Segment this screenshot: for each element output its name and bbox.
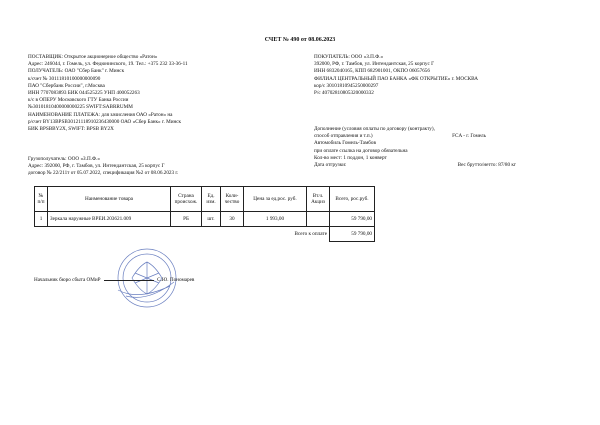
buyer-line-2: 392000, РФ, г. Тамбов, ул. Интендантская, 25 корпус Г xyxy=(314,61,435,68)
buyer-line-6: Р/с 40702810805320000332 xyxy=(314,89,374,96)
conditions-line-5: Кол-во мест: 1 поддон, 1 конверт xyxy=(314,154,387,161)
shipping-date-label: Дата отгрузки: xyxy=(314,161,347,168)
seller-line-8: №30101810400000000225 SWIFT:SABRRUMM xyxy=(28,104,133,111)
table-row xyxy=(35,212,375,227)
col-name-header: Наименование товара xyxy=(48,187,171,212)
col-country-header: Страна происхож. xyxy=(171,187,202,212)
seller-block xyxy=(28,54,188,133)
seller-line-5: ПАО "Сбербанк России", г.Москва xyxy=(28,82,105,89)
buyer-line-4: ФИЛИАЛ ЦЕНТРАЛЬНЫЙ ПАО БАНКА «ФК ОТКРЫТИЕ» г. МОСКВА xyxy=(314,75,479,82)
seller-line-2: Адрес: 246044, г. Гомель, ул. Федюнинского, 19. Тел.: +375 232 33-36-11 xyxy=(28,61,188,68)
total-row xyxy=(35,227,375,242)
shipping-method-label: способ отправления и т.п.) xyxy=(314,133,373,140)
conditions-line-3: Автомобиль Гомель-Тамбов xyxy=(314,140,376,147)
row-quantity: 30 xyxy=(221,212,244,227)
col-excise-header: Вт.ч. Акциз xyxy=(307,187,330,212)
signature-line xyxy=(34,277,194,284)
col-unit-header: Ед. изм. xyxy=(202,187,221,212)
conditions-line-4: при оплате ссылка на договор обязательна xyxy=(314,147,408,154)
buyer-block xyxy=(314,54,478,97)
consignee-block xyxy=(28,156,178,178)
col-total-header: Всего, рос.руб. xyxy=(330,187,375,212)
total-value: 59 790,00 xyxy=(330,227,375,242)
signer-name: С.Ю. Пономарев xyxy=(157,277,195,283)
row-product-name: Зеркала наружные ВРЕИ.203621.009 xyxy=(48,212,171,227)
row-country: РБ xyxy=(171,212,202,227)
buyer-line-3: ИНН 6832040165, КПП 682901001, ОКПО 06057656 xyxy=(314,68,430,75)
signer-position: Начальник бюро сбыта ОМиР xyxy=(34,277,101,283)
consignee-line-2: Адрес: 392000, РФ, г. Тамбов, ул. Интендантская, 25 корпус Г xyxy=(28,163,165,170)
row-unit: шт. xyxy=(202,212,221,227)
col-price-header: Цена за ед.рос. руб. xyxy=(244,187,307,212)
seller-line-4: к/счет № 30111810100000000090 xyxy=(28,75,101,82)
row-price: 1 993,00 xyxy=(244,212,307,227)
seller-line-1: ПОСТАВЩИК: Открытое акционерное общество «Ратон» xyxy=(28,54,158,60)
row-number: 1 xyxy=(35,212,48,227)
buyer-line-5: кор/с 30101810945250000297 xyxy=(314,82,379,89)
invoice-title: СЧЕТ № 490 от 08.06.2023 xyxy=(264,37,336,43)
col-number-header: № п/п xyxy=(35,187,48,212)
seller-line-11: БИК BPSBBY2X, SWIFT: BPSB BY2X xyxy=(28,125,114,132)
signature-field xyxy=(104,280,154,281)
conditions-block xyxy=(314,126,514,169)
incoterms: FCA - г. Гомель xyxy=(452,133,486,140)
seller-line-7: к/с в ОПЕРУ Московского ГТУ Банка России xyxy=(28,97,129,104)
buyer-line-1: ПОКУПАТЕЛЬ: ООО «З.П.Ф.» xyxy=(314,54,384,60)
row-total: 59 790,00 xyxy=(330,212,375,227)
total-label: Всего к оплате xyxy=(294,230,327,237)
seller-line-10: р/счет BY13BPSB30121118910236430000 ОАО «Сбер Банк» г. Минск xyxy=(28,118,182,125)
conditions-line-1: Дополнение (условия оплаты по договору (контракту), xyxy=(314,126,435,132)
col-qty-header: Коли-чество xyxy=(221,187,244,212)
row-excise xyxy=(307,212,330,227)
conditions-line-6 xyxy=(314,162,514,169)
items-table xyxy=(34,186,375,242)
table-header-row xyxy=(35,187,375,212)
weight: Вес брутто/нетто: 87/80 кг xyxy=(457,161,516,168)
seller-line-6: ИНН 7707083893 БИК 044525225 УНП 400052263 xyxy=(28,89,140,96)
consignee-line-1: Грузополучатель: ООО «З.П.Ф.» xyxy=(28,156,100,162)
consignee-line-3: договор № 22/211т от 05.07.2022, спецификация №2 от 08.06.2023 г. xyxy=(28,170,179,177)
seller-line-3: ПОЛУЧАТЕЛЬ: ОАО "Сбер Банк" г. Минск xyxy=(28,68,125,75)
seller-line-9: НАИМЕНОВАНИЕ ПЛАТЕЖА: для зачисления ОАО «Ратон» на xyxy=(28,111,173,118)
